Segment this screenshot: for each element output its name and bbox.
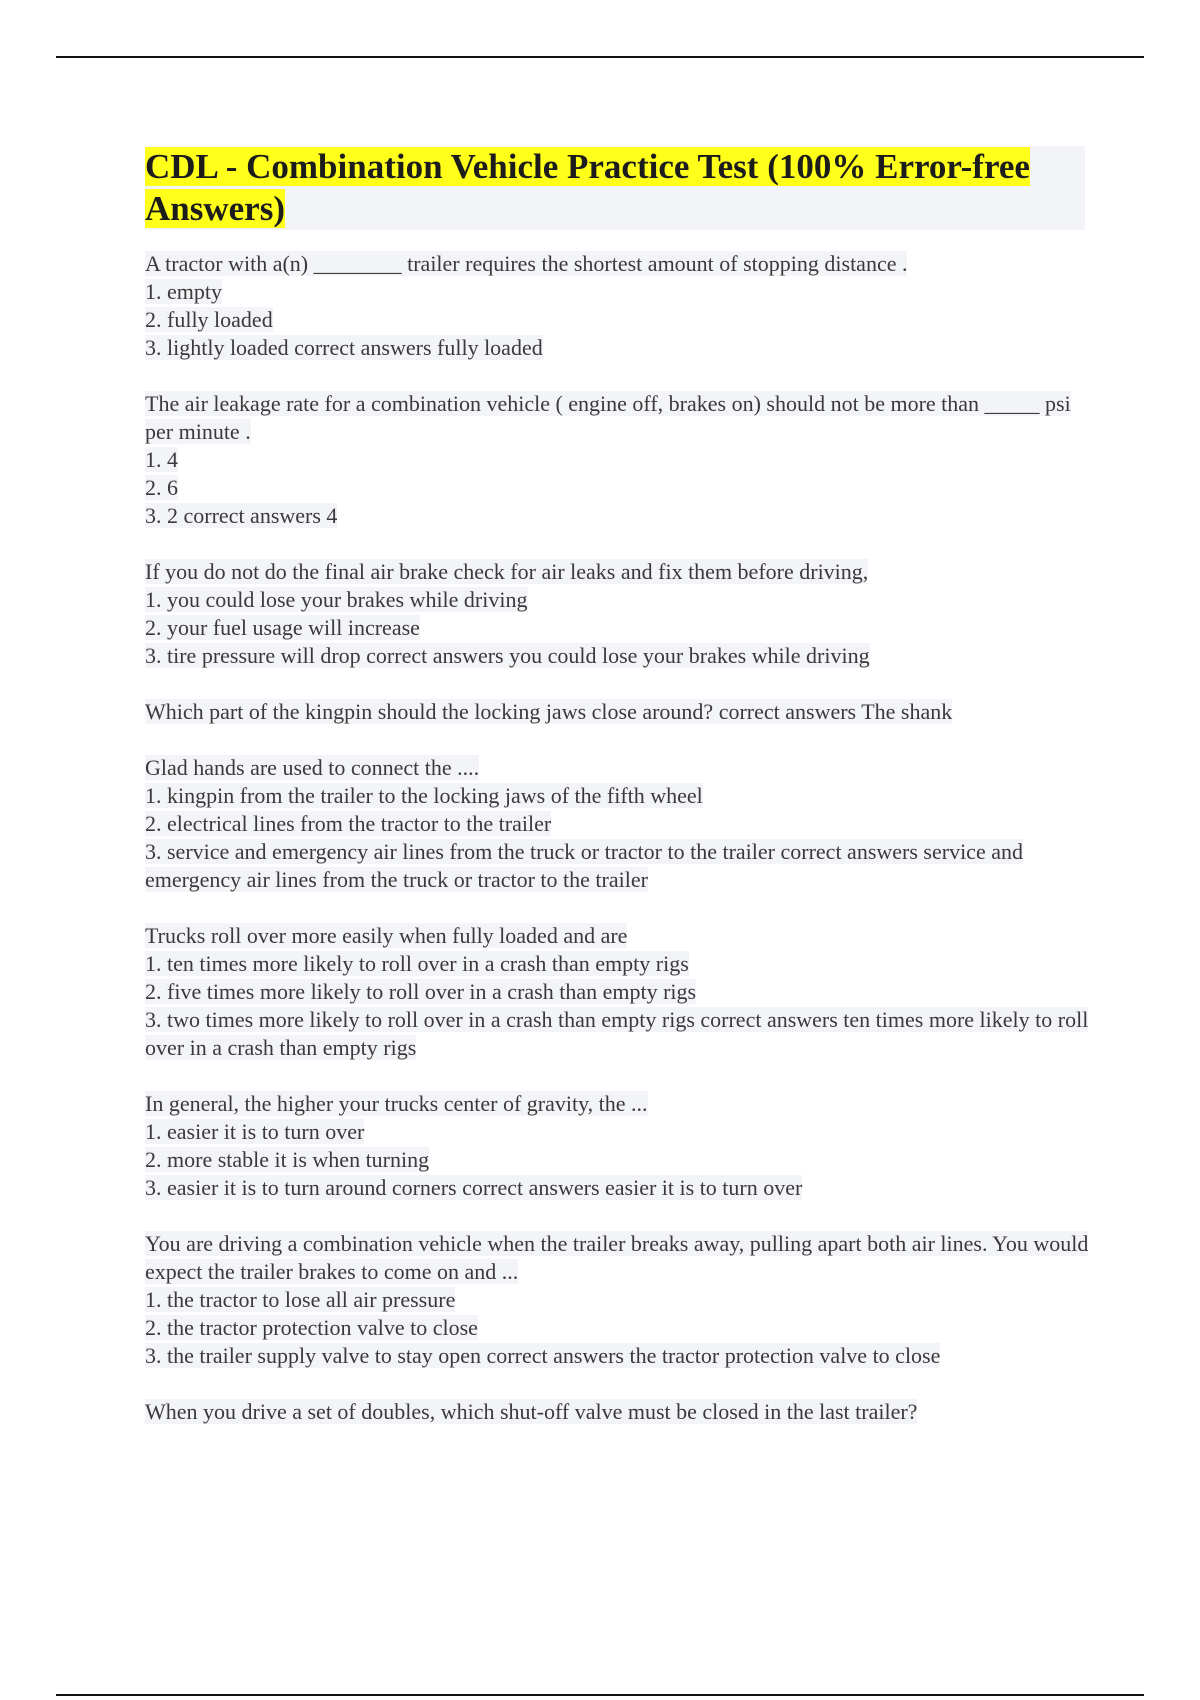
answer-option bbox=[145, 782, 1090, 810]
question-block bbox=[145, 1230, 1090, 1370]
answer-option bbox=[145, 642, 1090, 670]
question-block bbox=[145, 390, 1090, 530]
title-highlight: CDL - Combination Vehicle Practice Test (100% Error-free Answers) bbox=[145, 147, 1030, 228]
answer-option bbox=[145, 810, 1090, 838]
question-text bbox=[145, 922, 1090, 950]
answer-option bbox=[145, 614, 1090, 642]
answer-option-content: 1. the tractor to lose all air pressure bbox=[145, 1287, 456, 1312]
question-text bbox=[145, 390, 1090, 446]
question-block bbox=[145, 1090, 1090, 1202]
answer-option bbox=[145, 446, 1090, 474]
answer-option-content: 2. your fuel usage will increase bbox=[145, 615, 420, 640]
answer-option bbox=[145, 502, 1090, 530]
answer-option bbox=[145, 1006, 1090, 1062]
answer-option bbox=[145, 950, 1090, 978]
answer-option-content: 1. empty bbox=[145, 279, 222, 304]
answer-option-content: 1. you could lose your brakes while driving bbox=[145, 587, 528, 612]
answer-option bbox=[145, 1118, 1090, 1146]
question-text bbox=[145, 1090, 1090, 1118]
question-block bbox=[145, 250, 1090, 362]
answer-option bbox=[145, 1342, 1090, 1370]
answer-option-content: 1. kingpin from the trailer to the locking jaws of the fifth wheel bbox=[145, 783, 703, 808]
title-block bbox=[145, 146, 1085, 230]
document-title bbox=[145, 147, 1030, 228]
answer-option bbox=[145, 278, 1090, 306]
question-text bbox=[145, 754, 1090, 782]
question-text bbox=[145, 1398, 1090, 1426]
answer-option bbox=[145, 838, 1090, 894]
question-block bbox=[145, 754, 1090, 894]
answer-option-content: 2. five times more likely to roll over in a crash than empty rigs bbox=[145, 979, 697, 1004]
question-text-content: If you do not do the final air brake check for air leaks and fix them before driving, bbox=[145, 559, 869, 584]
question-text-content: Trucks roll over more easily when fully loaded and are bbox=[145, 923, 628, 948]
answer-option-content: 3. service and emergency air lines from the truck or tractor to the trailer correct answers service and emergency air lines from the truck or tractor to the trailer bbox=[145, 839, 1023, 892]
answer-option bbox=[145, 1286, 1090, 1314]
answer-option-content: 3. lightly loaded correct answers fully loaded bbox=[145, 335, 543, 360]
answer-option bbox=[145, 1314, 1090, 1342]
answer-option bbox=[145, 334, 1090, 362]
question-block bbox=[145, 1398, 1090, 1426]
question-block bbox=[145, 558, 1090, 670]
answer-option-content: 1. 4 bbox=[145, 447, 178, 472]
answer-option-content: 3. two times more likely to roll over in a crash than empty rigs correct answers ten times more likely to roll over in a crash than empty rigs bbox=[145, 1007, 1089, 1060]
answer-option bbox=[145, 1146, 1090, 1174]
answer-option bbox=[145, 306, 1090, 334]
answer-option-content: 2. fully loaded bbox=[145, 307, 273, 332]
answer-option-content: 2. 6 bbox=[145, 475, 178, 500]
question-text bbox=[145, 698, 1090, 726]
answer-option-content: 1. ten times more likely to roll over in a crash than empty rigs bbox=[145, 951, 689, 976]
answer-option bbox=[145, 978, 1090, 1006]
question-text-content: Glad hands are used to connect the .... bbox=[145, 755, 480, 780]
question-text-content: You are driving a combination vehicle when the trailer breaks away, pulling apart both air lines. You would expect the trailer brakes to come on and ... bbox=[145, 1231, 1089, 1284]
question-text bbox=[145, 1230, 1090, 1286]
answer-option-content: 2. electrical lines from the tractor to the trailer bbox=[145, 811, 552, 836]
question-text-content: In general, the higher your trucks center of gravity, the ... bbox=[145, 1091, 648, 1116]
top-rule bbox=[56, 56, 1144, 58]
question-block bbox=[145, 922, 1090, 1062]
bottom-rule bbox=[56, 1694, 1144, 1696]
question-text bbox=[145, 558, 1090, 586]
answer-option-content: 1. easier it is to turn over bbox=[145, 1119, 365, 1144]
question-text-content: A tractor with a(n) ________ trailer requires the shortest amount of stopping distance . bbox=[145, 251, 908, 276]
question-text-content: When you drive a set of doubles, which shut-off valve must be closed in the last trailer? bbox=[145, 1399, 918, 1424]
question-text bbox=[145, 250, 1090, 278]
answer-option-content: 2. more stable it is when turning bbox=[145, 1147, 430, 1172]
answer-option-content: 3. easier it is to turn around corners correct answers easier it is to turn over bbox=[145, 1175, 803, 1200]
answer-option-content: 3. the trailer supply valve to stay open correct answers the tractor protection valve to close bbox=[145, 1343, 941, 1368]
document-body bbox=[145, 146, 1090, 1454]
answer-option-content: 3. 2 correct answers 4 bbox=[145, 503, 338, 528]
answer-option bbox=[145, 586, 1090, 614]
answer-option-content: 3. tire pressure will drop correct answers you could lose your brakes while driving bbox=[145, 643, 870, 668]
question-list bbox=[145, 250, 1090, 1426]
question-text-content: The air leakage rate for a combination vehicle ( engine off, brakes on) should not be more than _____ psi per minute . bbox=[145, 391, 1071, 444]
question-block bbox=[145, 698, 1090, 726]
question-text-content: Which part of the kingpin should the locking jaws close around? correct answers The shank bbox=[145, 699, 953, 724]
answer-option bbox=[145, 1174, 1090, 1202]
answer-option bbox=[145, 474, 1090, 502]
answer-option-content: 2. the tractor protection valve to close bbox=[145, 1315, 478, 1340]
